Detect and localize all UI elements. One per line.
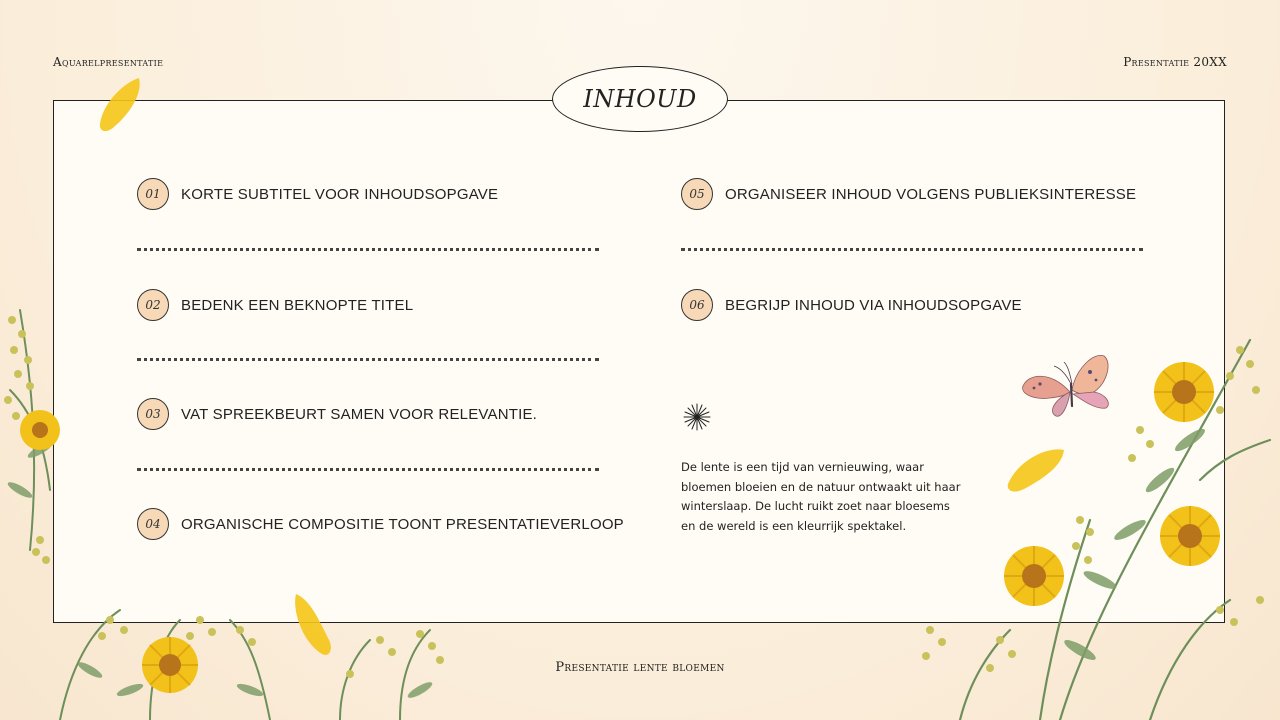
dotted-divider: [137, 248, 599, 251]
title-oval: [552, 66, 728, 132]
toc-number: 03: [137, 398, 169, 430]
toc-label: VAT SPREEKBEURT SAMEN VOOR RELEVANTIE.: [181, 405, 538, 423]
yellow-flower-icon: [20, 410, 60, 450]
toc-item-06[interactable]: [681, 289, 1022, 321]
toc-number: 05: [681, 178, 713, 210]
description-paragraph: De lente is een tijd van vernieuwing, waar bloemen bloeien en de natuur ontwaakt uit haar winterslaap. De lucht ruikt zoet naar bloesems en de wereld is een kleurrijk spektakel.: [681, 460, 961, 533]
yellow-flower-icon: [1160, 506, 1220, 566]
toc-number: 02: [137, 289, 169, 321]
toc-label: ORGANISCHE COMPOSITIE TOONT PRESENTATIEVERLOOP: [181, 515, 624, 533]
page-title: INHOUD: [583, 85, 697, 113]
toc-number: 01: [137, 178, 169, 210]
toc-label: BEDENK EEN BEKNOPTE TITEL: [181, 296, 414, 314]
sparkle-icon: [683, 403, 711, 431]
toc-item-01[interactable]: [137, 178, 498, 210]
left-floral-decoration: [0, 290, 470, 720]
toc-label: ORGANISEER INHOUD VOLGENS PUBLIEKSINTERESSE: [725, 185, 1137, 203]
yellow-flower-icon: [1004, 546, 1064, 606]
header-right: Presentatie 20XX: [1123, 55, 1227, 69]
toc-number: 06: [681, 289, 713, 321]
footer-title: Presentatie lente bloemen: [555, 660, 725, 675]
yellow-flower-icon: [1154, 362, 1214, 422]
toc-item-05[interactable]: [681, 178, 1136, 210]
toc-label: BEGRIJP INHOUD VIA INHOUDSOPGAVE: [725, 296, 1022, 314]
toc-number: 04: [137, 508, 169, 540]
header-left: Aquarelpresentatie: [53, 55, 164, 69]
toc-label: KORTE SUBTITEL VOOR INHOUDSOPGAVE: [181, 185, 499, 203]
petal-icon: [95, 74, 147, 136]
dotted-divider: [681, 248, 1143, 251]
